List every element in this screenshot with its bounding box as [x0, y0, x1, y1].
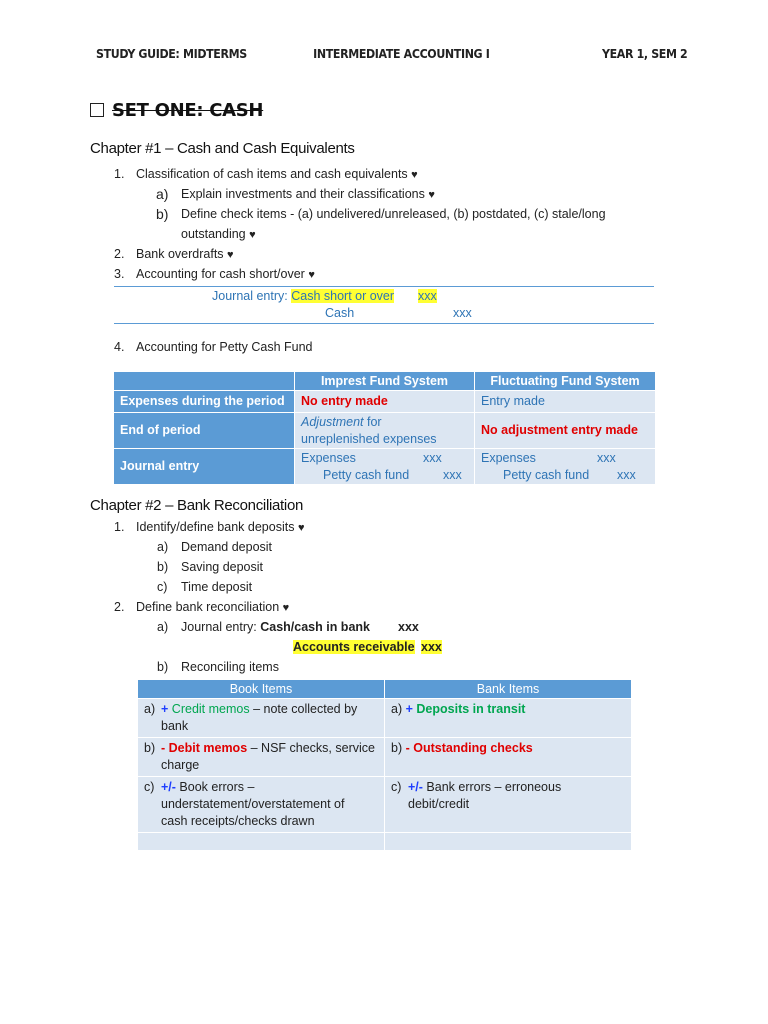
chapter-2-title: Chapter #2 – Bank Reconciliation: [90, 497, 304, 514]
journal-credit-amount: xxx: [453, 306, 472, 320]
column-header: Book Items: [138, 680, 385, 699]
table-cell: Expenses xxx Petty cash fund xxx: [295, 449, 475, 485]
list-item: Define check items - (a) undelivered/unreleased, (b) postdated, (c) stale/long: [181, 207, 606, 221]
table-cell: Adjustment for unreplenished expenses: [295, 413, 475, 449]
table-cell: a) + Credit memos – note collected by bank: [138, 699, 385, 738]
row-header: End of period: [114, 413, 295, 449]
list-item: Accounting for Petty Cash Fund: [136, 340, 313, 354]
table-cell: a) + Deposits in transit: [385, 699, 632, 738]
heart-icon: ♥: [227, 249, 234, 261]
column-header: Fluctuating Fund System: [475, 372, 656, 391]
table-cell: c) +/- Book errors – understatement/overstatement of cash receipts/checks drawn: [138, 777, 385, 833]
page-header: [96, 47, 688, 65]
table-corner: [114, 372, 295, 391]
list-letter: b): [156, 206, 169, 222]
journal-entry: Journal entry: Cash/cash in bank: [181, 620, 370, 634]
list-number: 2.: [114, 600, 125, 614]
list-item: Explain investments and their classifications ♥: [181, 187, 435, 201]
table-cell: c) +/- Bank errors – erroneous debit/credit: [385, 777, 632, 833]
list-letter: a): [157, 540, 169, 554]
list-number: 2.: [114, 247, 125, 261]
heart-icon: ♥: [249, 229, 256, 241]
list-number: 4.: [114, 340, 125, 354]
list-letter: a): [157, 620, 169, 634]
set-title: SET ONE: CASH: [90, 100, 263, 121]
table-cell: [385, 833, 632, 851]
journal-debit-amount: xxx: [398, 620, 419, 634]
header-left: STUDY GUIDE: MIDTERMS: [96, 47, 247, 61]
list-letter: a): [156, 186, 169, 202]
list-item: Demand deposit: [181, 540, 273, 554]
heart-icon: ♥: [308, 269, 315, 281]
list-item: Classification of cash items and cash equivalents ♥: [136, 167, 418, 181]
list-number: 3.: [114, 267, 125, 281]
divider: [114, 286, 654, 287]
list-item: Bank overdrafts ♥: [136, 247, 234, 261]
checkbox-icon: [90, 103, 104, 117]
table-cell: b) - Debit memos – NSF checks, service charge: [138, 738, 385, 777]
heart-icon: ♥: [282, 602, 290, 614]
heart-icon: ♥: [428, 189, 435, 201]
chapter-1-title: Chapter #1 – Cash and Cash Equivalents: [90, 140, 355, 157]
column-header: Bank Items: [385, 680, 632, 699]
petty-cash-table: [113, 371, 656, 485]
table-cell: b) - Outstanding checks: [385, 738, 632, 777]
list-item: Time deposit: [181, 580, 253, 594]
list-item: Define bank reconciliation ♥: [136, 600, 290, 614]
row-header: Expenses during the period: [114, 391, 295, 413]
list-item: Accounting for cash short/over ♥: [136, 267, 315, 281]
table-cell: [138, 833, 385, 851]
header-center: INTERMEDIATE ACCOUNTING I: [313, 47, 490, 61]
journal-credit: Accounts receivable: [293, 640, 415, 654]
row-header: Journal entry: [114, 449, 295, 485]
column-header: Imprest Fund System: [295, 372, 475, 391]
list-number: 1.: [114, 167, 125, 181]
journal-credit-amount: xxx: [421, 640, 442, 654]
journal-debit-amount: xxx: [418, 289, 437, 303]
divider: [114, 323, 654, 324]
heart-icon: ♥: [411, 169, 418, 181]
table-cell: Expenses xxx Petty cash fund xxx: [475, 449, 656, 485]
journal-entry-credit: Cash: [325, 306, 355, 320]
table-cell: Entry made: [475, 391, 656, 413]
journal-entry-debit: Journal entry: Cash short or over: [212, 289, 395, 303]
list-letter: c): [157, 580, 168, 594]
list-item: Identify/define bank deposits ♥: [136, 520, 305, 534]
table-cell: No adjustment entry made: [475, 413, 656, 449]
table-cell: No entry made: [295, 391, 475, 413]
list-letter: b): [157, 660, 169, 674]
list-item: Reconciling items: [181, 660, 279, 674]
list-item: Saving deposit: [181, 560, 264, 574]
reconciling-items-table: [137, 679, 632, 851]
list-item-continuation: outstanding ♥: [181, 227, 256, 241]
heart-icon: ♥: [297, 522, 305, 534]
list-letter: b): [157, 560, 169, 574]
header-right: YEAR 1, SEM 2: [602, 47, 688, 61]
list-number: 1.: [114, 520, 125, 534]
